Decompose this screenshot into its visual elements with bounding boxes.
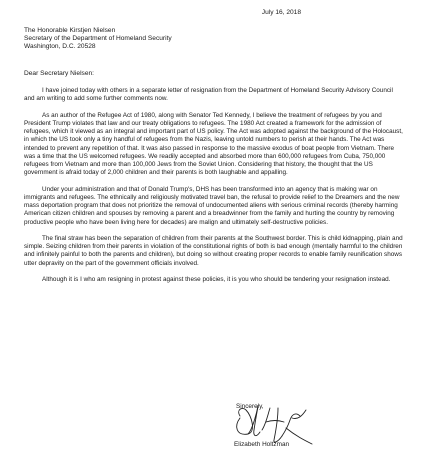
paragraph-4: The final straw has been the separation of children from their parents at the Southwest border. This is child kidnapping, plain and simple. Seizing children from their parents in violation of the constitutional rights of both is bad enough (mentally harmful to the children and infinitely painful to both the parents and children), but doing so without creating proper records to enable family reunification shows utter depravity on the part of the government officials involved. [24, 234, 403, 267]
recipient-title: Secretary of the Department of Homeland Security [24, 35, 172, 43]
paragraph-5: Although it is I who am resigning in protest against these policies, it is you who should be tendering your resignation instead. [42, 275, 391, 283]
signer-name: Elizabeth Holtzman [234, 441, 290, 448]
recipient-name: The Honorable Kirstjen Nielsen [24, 27, 116, 34]
salutation: Dear Secretary Nielsen: [24, 70, 94, 77]
letter-date: July 16, 2018 [261, 9, 301, 16]
recipient-address [24, 27, 172, 52]
paragraph-2: As an author of the Refugee Act of 1980, along with Senator Ted Kennedy, I believe the treatment of refugees by you and President Trump violates that law and our treaty obligations to refugees. The 1980 Act created a framework for the admission of refugees, which it viewed as an integral and important part of US policy. The Act was adopted against the background of the Holocaust, in which the US took only a tiny handful of refugees from the Nazis, leaving untold numbers to perish at their hands. The Act was intended to prevent any repetition of that. It was also passed in response to the massive exodus of boat people from Vietnam. There was a time that the US welcomed refugees. We readily accepted and absorbed more than 600,000 refugees from Cuba, 750,000 refugees from Vietnam and more than 100,000 Jews from the Soviet Union. Considering that history, the thought that the US government is afraid today of 2,000 children and their parents is both laughable and appalling. [24, 111, 403, 177]
letter-body [24, 87, 404, 292]
closing: Sincerely, [236, 403, 264, 410]
paragraph-1: I have joined today with others in a separate letter of resignation from the Department of Homeland Security Advisory Council and am writing to add some further comments now. [24, 87, 393, 103]
paragraph-3: Under your administration and that of Donald Trump's, DHS has been transformed into an agency that is making war on immigrants and refugees. The ethnically and religiously motivated travel ban, the refusal to provide relief to the Dreamers and the new mass deportation program that does not prioritize the removal of undocumented aliens with serious criminal records (thereby harming American citizen children and spouses by removing a parent and a breadwinner from the family and hurting the country by removing productive people who have been living here for decades) are malign and ultimately self-destructive policies. [24, 185, 400, 226]
recipient-city: Washington, D.C. 20528 [24, 43, 96, 51]
